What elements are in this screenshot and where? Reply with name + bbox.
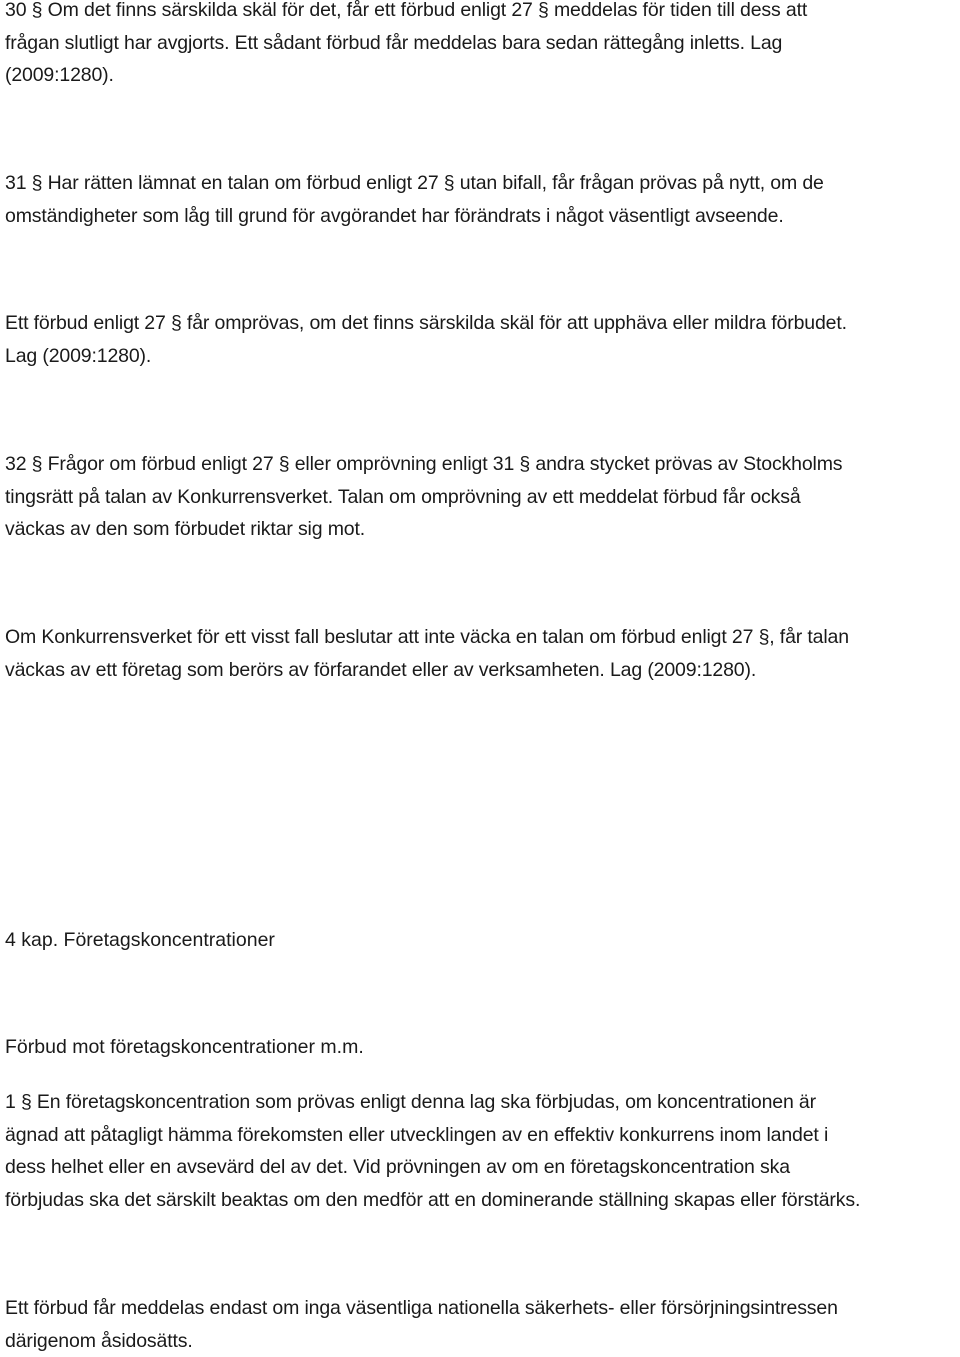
paragraph-section-31 — [5, 167, 955, 232]
section-heading: Förbud mot företagskoncentrationer m.m. — [5, 1031, 364, 1064]
text-line: Ett förbud får meddelas endast om inga väsentliga nationella säkerhets- eller försörjningsintressen — [5, 1292, 955, 1325]
text-line: Lag (2009:1280). — [5, 340, 955, 373]
text-line: frågan slutligt har avgjorts. Ett sådant förbud får meddelas bara sedan rättegång inletts. Lag — [5, 27, 955, 60]
text-line: omständigheter som låg till grund för avgörandet har förändrats i något väsentligt avseende. — [5, 200, 955, 233]
text-line: 30 § Om det finns särskilda skäl för det, får ett förbud enligt 27 § meddelas för tiden till dess att — [5, 0, 955, 27]
text-line: ägnad att påtagligt hämma förekomsten eller utvecklingen av en effektiv konkurrens inom landet i — [5, 1119, 955, 1152]
text-line: därigenom åsidosätts. — [5, 1325, 955, 1357]
paragraph-section-32-second — [5, 621, 955, 686]
text-line: (2009:1280). — [5, 59, 955, 92]
text-line: Ett förbud enligt 27 § får omprövas, om det finns särskilda skäl för att upphäva eller mildra förbudet. — [5, 307, 955, 340]
paragraph-section-32 — [5, 448, 955, 546]
text-line: dess helhet eller en avsevärd del av det. Vid prövningen av om en företagskoncentration ska — [5, 1151, 955, 1184]
text-line: tingsrätt på talan av Konkurrensverket. Talan om omprövning av ett meddelat förbud får också — [5, 481, 955, 514]
text-line: 1 § En företagskoncentration som prövas enligt denna lag ska förbjudas, om koncentrationen är — [5, 1086, 955, 1119]
paragraph-section-31-second — [5, 307, 955, 372]
text-line: 32 § Frågor om förbud enligt 27 § eller omprövning enligt 31 § andra stycket prövas av Stockholms — [5, 448, 955, 481]
text-line: Om Konkurrensverket för ett visst fall beslutar att inte väcka en talan om förbud enligt 27 §, får talan — [5, 621, 955, 654]
text-line: väckas av den som förbudet riktar sig mot. — [5, 513, 955, 546]
paragraph-chapter4-section-1-second — [5, 1292, 955, 1357]
text-line: väckas av ett företag som berörs av förfarandet eller av verksamheten. Lag (2009:1280). — [5, 654, 955, 687]
chapter-heading: 4 kap. Företagskoncentrationer — [5, 924, 275, 957]
text-line: förbjudas ska det särskilt beaktas om den medför att en dominerande ställning skapas eller förstärks. — [5, 1184, 955, 1217]
paragraph-chapter4-section-1 — [5, 1086, 955, 1216]
paragraph-section-30 — [5, 0, 955, 92]
text-line: 31 § Har rätten lämnat en talan om förbud enligt 27 § utan bifall, får frågan prövas på nytt, om de — [5, 167, 955, 200]
